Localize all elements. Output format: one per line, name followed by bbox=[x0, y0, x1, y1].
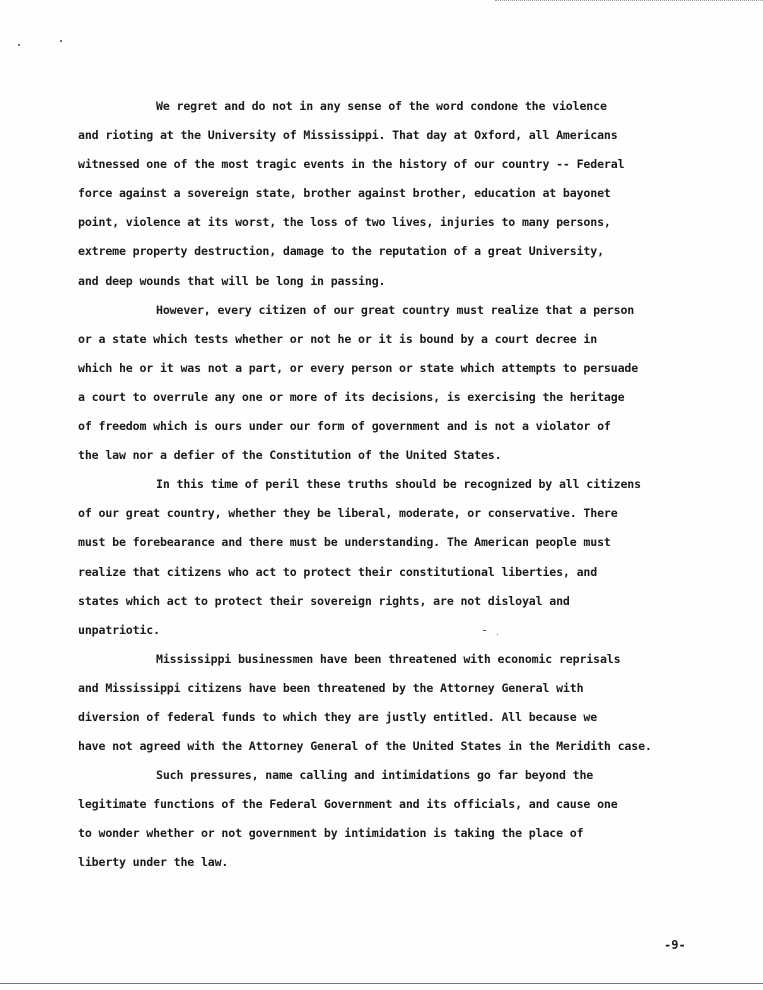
scan-speck bbox=[60, 40, 62, 42]
text-line: We regret and do not in any sense of the word condone the violence bbox=[156, 99, 607, 113]
text-line: Mississippi businessmen have been threatened with economic reprisals bbox=[156, 651, 621, 666]
text-line: legitimate functions of the Federal Government and its officials, and cause one bbox=[78, 797, 618, 812]
text-line: and rioting at the University of Mississippi. That day at Oxford, all Americans bbox=[78, 128, 618, 143]
paragraph bbox=[78, 470, 718, 645]
paragraph bbox=[78, 761, 718, 877]
scan-speck bbox=[18, 44, 20, 46]
paragraph bbox=[78, 92, 718, 296]
text-line: must be forebearance and there must be understanding. The American people must bbox=[78, 535, 611, 550]
text-line: have not agreed with the Attorney General of the United States in the Meridith case. bbox=[78, 739, 652, 754]
text-line: the law nor a defier of the Constitution of the United States. bbox=[78, 448, 502, 463]
text-line: witnessed one of the most tragic events in the history of our country -- Federal bbox=[78, 157, 625, 172]
text-line: liberty under the law. bbox=[78, 855, 229, 870]
paragraph bbox=[78, 296, 718, 471]
text-line: states which act to protect their sovereign rights, are not disloyal and bbox=[78, 593, 570, 608]
text-line: force against a sovereign state, brother against brother, education at bayonet bbox=[78, 186, 611, 201]
text-line: and Mississippi citizens have been threatened by the Attorney General with bbox=[78, 680, 584, 695]
page-number: -9- bbox=[664, 938, 686, 952]
text-line: to wonder whether or not government by intimidation is taking the place of bbox=[78, 826, 584, 841]
text-line: point, violence at its worst, the loss of two lives, injuries to many persons, bbox=[78, 215, 611, 230]
text-line: and deep wounds that will be long in passing. bbox=[78, 273, 386, 288]
paragraph bbox=[78, 645, 718, 761]
text-line: However, every citizen of our great country must realize that a person bbox=[156, 302, 635, 317]
text-line: of freedom which is ours under our form of government and is not a violator of bbox=[78, 419, 611, 434]
text-line: extreme property destruction, damage to the reputation of a great University, bbox=[78, 244, 604, 259]
text-line: which he or it was not a part, or every person or state which attempts to persuade bbox=[78, 360, 639, 375]
text-line: diversion of federal funds to which they are justly entitled. All because we bbox=[78, 709, 598, 724]
text-line: unpatriotic. bbox=[78, 622, 160, 637]
bottom-edge-rule bbox=[0, 983, 763, 984]
text-line: Such pressures, name calling and intimidations go far beyond the bbox=[156, 768, 594, 783]
text-line: realize that citizens who act to protect their constitutional liberties, and bbox=[78, 564, 598, 579]
text-line: or a state which tests whether or not he or it is bound by a court decree in bbox=[78, 331, 598, 346]
text-line: of our great country, whether they be liberal, moderate, or conservative. There bbox=[78, 506, 618, 521]
text-line: a court to overrule any one or more of its decisions, is exercising the heritage bbox=[78, 389, 625, 404]
document-body bbox=[78, 92, 718, 878]
text-line: In this time of peril these truths should be recognized by all citizens bbox=[156, 477, 641, 492]
top-edge-dots bbox=[495, 0, 763, 3]
